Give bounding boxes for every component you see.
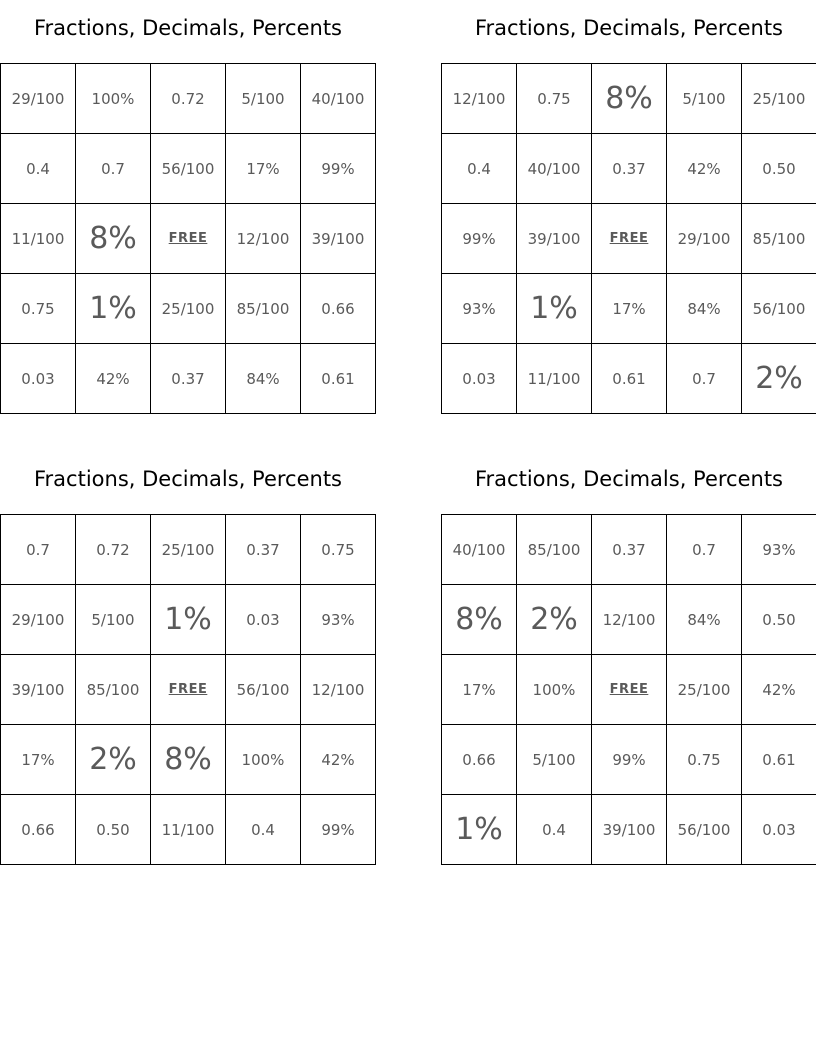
grid-cell: 0.03 — [1, 344, 76, 414]
grid-cell: 0.66 — [442, 725, 517, 795]
grid-cell: 0.03 — [742, 795, 816, 865]
grid-row — [442, 204, 816, 274]
grid-cell: 0.37 — [592, 515, 667, 585]
grid-cell: 0.4 — [442, 134, 517, 204]
card-title: Fractions, Decimals, Percents — [475, 467, 783, 491]
grid-row — [442, 64, 816, 134]
grid-cell: 0.7 — [1, 515, 76, 585]
grid-cell: 0.75 — [517, 64, 592, 134]
grid-cell: 85/100 — [76, 655, 151, 725]
grid-cell: 40/100 — [442, 515, 517, 585]
grid-cell: 1% — [151, 585, 226, 655]
grid-cell: 2% — [76, 725, 151, 795]
grid-cell: 39/100 — [517, 204, 592, 274]
grid-cell: 56/100 — [226, 655, 301, 725]
grid-cell: 5/100 — [226, 64, 301, 134]
grid-cell: 0.7 — [76, 134, 151, 204]
grid-cell: 100% — [517, 655, 592, 725]
grid-cell: 11/100 — [1, 204, 76, 274]
grid-cell: 100% — [226, 725, 301, 795]
grid-cell: 0.61 — [301, 344, 376, 414]
bingo-grid — [0, 63, 376, 414]
grid-cell: 8% — [76, 204, 151, 274]
grid-cell: 0.03 — [226, 585, 301, 655]
grid-cell: 8% — [151, 725, 226, 795]
grid-cell: 8% — [442, 585, 517, 655]
grid-cell: 42% — [667, 134, 742, 204]
grid-cell: 12/100 — [592, 585, 667, 655]
grid-cell: 29/100 — [1, 64, 76, 134]
grid-row — [442, 725, 816, 795]
grid-cell: 0.50 — [76, 795, 151, 865]
grid-cell: 99% — [301, 134, 376, 204]
grid-row — [442, 795, 816, 865]
grid-cell: 0.50 — [742, 585, 816, 655]
grid-cell: 42% — [301, 725, 376, 795]
grid-cell: 99% — [442, 204, 517, 274]
grid-row — [1, 134, 376, 204]
grid-cell: 1% — [517, 274, 592, 344]
grid-cell: 1% — [76, 274, 151, 344]
grid-cell: 99% — [592, 725, 667, 795]
grid-cell: 17% — [226, 134, 301, 204]
grid-cell: 84% — [667, 274, 742, 344]
grid-cell: 39/100 — [1, 655, 76, 725]
grid-cell: 84% — [667, 585, 742, 655]
grid-cell: 85/100 — [517, 515, 592, 585]
grid-cell: 0.4 — [226, 795, 301, 865]
grid-cell: 0.4 — [517, 795, 592, 865]
grid-cell: 11/100 — [151, 795, 226, 865]
grid-cell: 85/100 — [742, 204, 816, 274]
grid-row — [442, 515, 816, 585]
grid-cell: 0.37 — [226, 515, 301, 585]
grid-row — [1, 344, 376, 414]
grid-cell: 29/100 — [667, 204, 742, 274]
grid-cell: 12/100 — [301, 655, 376, 725]
grid-cell: 0.66 — [301, 274, 376, 344]
grid-cell: 0.50 — [742, 134, 816, 204]
grid-cell: 93% — [442, 274, 517, 344]
grid-row — [442, 344, 816, 414]
grid-cell: 17% — [592, 274, 667, 344]
grid-cell: 5/100 — [517, 725, 592, 795]
free-space: FREE — [592, 655, 667, 725]
grid-row — [442, 585, 816, 655]
grid-cell: 11/100 — [517, 344, 592, 414]
bingo-grid — [441, 63, 816, 414]
grid-cell: 17% — [1, 725, 76, 795]
grid-row — [1, 655, 376, 725]
grid-cell: 40/100 — [301, 64, 376, 134]
grid-cell: 56/100 — [742, 274, 816, 344]
card-title: Fractions, Decimals, Percents — [475, 16, 783, 40]
grid-row — [1, 585, 376, 655]
free-space: FREE — [151, 204, 226, 274]
grid-cell: 42% — [742, 655, 816, 725]
grid-cell: 0.75 — [301, 515, 376, 585]
card-title: Fractions, Decimals, Percents — [34, 16, 342, 40]
grid-cell: 93% — [742, 515, 816, 585]
grid-cell: 0.66 — [1, 795, 76, 865]
grid-cell: 56/100 — [667, 795, 742, 865]
grid-cell: 25/100 — [742, 64, 816, 134]
grid-row — [1, 725, 376, 795]
grid-cell: 0.4 — [1, 134, 76, 204]
grid-cell: 99% — [301, 795, 376, 865]
grid-cell: 0.61 — [592, 344, 667, 414]
grid-cell: 1% — [442, 795, 517, 865]
grid-cell: 25/100 — [667, 655, 742, 725]
grid-row — [442, 655, 816, 725]
grid-cell: 0.7 — [667, 344, 742, 414]
grid-cell: 2% — [742, 344, 816, 414]
grid-row — [1, 795, 376, 865]
grid-cell: 0.03 — [442, 344, 517, 414]
grid-cell: 2% — [517, 585, 592, 655]
free-space: FREE — [151, 655, 226, 725]
grid-cell: 84% — [226, 344, 301, 414]
grid-cell: 100% — [76, 64, 151, 134]
grid-cell: 39/100 — [301, 204, 376, 274]
grid-cell: 40/100 — [517, 134, 592, 204]
grid-cell: 17% — [442, 655, 517, 725]
grid-row — [442, 274, 816, 344]
grid-cell: 25/100 — [151, 515, 226, 585]
grid-cell: 0.75 — [1, 274, 76, 344]
grid-cell: 29/100 — [1, 585, 76, 655]
grid-row — [1, 515, 376, 585]
bingo-grid — [441, 514, 816, 865]
grid-cell: 5/100 — [667, 64, 742, 134]
grid-cell: 0.72 — [76, 515, 151, 585]
grid-cell: 5/100 — [76, 585, 151, 655]
bingo-grid — [0, 514, 376, 865]
grid-cell: 0.75 — [667, 725, 742, 795]
grid-cell: 93% — [301, 585, 376, 655]
grid-row — [1, 204, 376, 274]
free-space: FREE — [592, 204, 667, 274]
grid-cell: 56/100 — [151, 134, 226, 204]
grid-row — [1, 64, 376, 134]
grid-cell: 25/100 — [151, 274, 226, 344]
grid-cell: 85/100 — [226, 274, 301, 344]
grid-cell: 0.37 — [592, 134, 667, 204]
grid-row — [442, 134, 816, 204]
grid-cell: 0.61 — [742, 725, 816, 795]
grid-cell: 8% — [592, 64, 667, 134]
card-title: Fractions, Decimals, Percents — [34, 467, 342, 491]
grid-cell: 42% — [76, 344, 151, 414]
grid-row — [1, 274, 376, 344]
grid-cell: 39/100 — [592, 795, 667, 865]
grid-cell: 0.37 — [151, 344, 226, 414]
grid-cell: 0.72 — [151, 64, 226, 134]
grid-cell: 12/100 — [442, 64, 517, 134]
grid-cell: 0.7 — [667, 515, 742, 585]
grid-cell: 12/100 — [226, 204, 301, 274]
